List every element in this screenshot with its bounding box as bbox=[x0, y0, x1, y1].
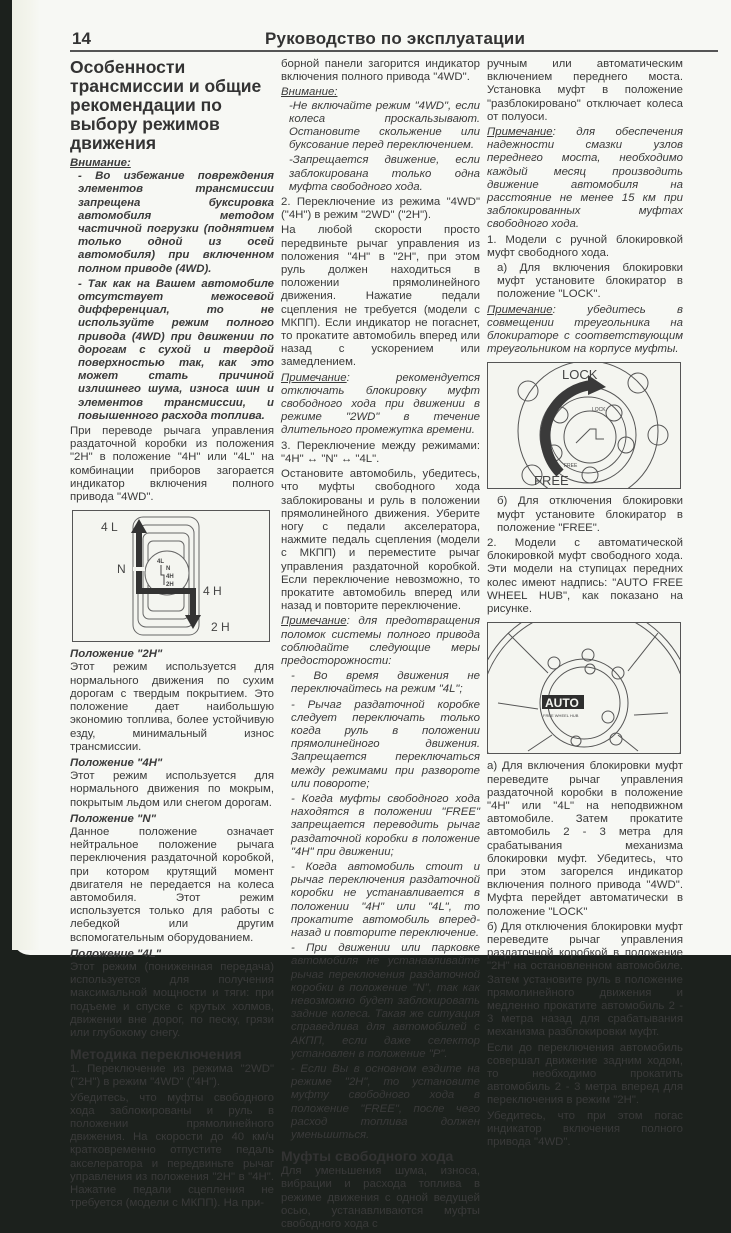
note-label: Примечание bbox=[487, 303, 553, 316]
knob-label-2h: 2H bbox=[166, 582, 174, 589]
section-text: Для уменьшения шума, износа, вибрации и расхода топлива в режиме движения с одной ведущей осью, устанавливаются муфты свободного хода с bbox=[281, 1165, 480, 1231]
warning-item: -Запрещается движение, если заблокирована только одна муфта свободного хода. bbox=[289, 154, 480, 193]
note-text: : рекомендуется отключать блокировку муфт свободного хода при движении в режиме "2WD" в течение длительного промежутка времени. bbox=[281, 371, 480, 437]
model-title: 2. Модели с автоматической блокировкой муфт свободного хода. Эти модели на ступицах передних колес имеют надпись: "AUTO FREE WHEEL HUB", как показано на рисунке. bbox=[487, 537, 683, 616]
position-title: Положение "4L" bbox=[70, 947, 162, 960]
knob-label-4l: 4L bbox=[157, 559, 165, 566]
note bbox=[281, 372, 480, 438]
position-title: Положение "2H" bbox=[70, 648, 163, 661]
column-1 bbox=[70, 58, 274, 1212]
instruction: Если до переключения автомобиль совершал движение задним ходом, то необходимо прокатить автомобиль 2 - 3 метра вперед для переключения в режим "2H". bbox=[487, 1041, 683, 1107]
note-label: Примечание bbox=[281, 615, 347, 628]
position-title: Положение "4H" bbox=[70, 756, 163, 769]
note bbox=[487, 304, 683, 357]
note bbox=[281, 615, 480, 668]
knob-label-n: N bbox=[166, 566, 171, 573]
instruction: б) Для отключения блокировки муфт установите блокиратор в положение "FREE". bbox=[497, 495, 683, 534]
auto-badge-label: AUTO bbox=[545, 696, 579, 711]
shift-label-4l: 4 L bbox=[101, 520, 118, 535]
warning-item: - Во избежание повреждения элементов трансмиссии запрещена буксировка автомобиля методом частичной погрузки (поднятием только одной из осей автомобиля) при включенном полном приводе (4WD). bbox=[78, 170, 274, 275]
figure-manual-hub bbox=[487, 362, 681, 489]
shift-label-4h: 4 H bbox=[203, 584, 222, 599]
page-header bbox=[70, 28, 718, 52]
figure-auto-hub bbox=[487, 622, 681, 754]
knob-label-4h: 4H bbox=[166, 574, 174, 581]
precaution-item: - Во время движения не переключайтесь на режим "4L"; bbox=[291, 670, 480, 696]
warning-label: Внимание: bbox=[70, 157, 131, 169]
precaution-item: - Рычаг раздаточной коробке следует переключать только когда руль в положении прямолинейного движения. Запрещается переключаться между режимами при развороте или повороте; bbox=[291, 698, 480, 790]
column-2 bbox=[281, 58, 480, 1233]
paragraph-intro: При переводе рычага управления раздаточной коробки из положения "2H" в положение "4H" или "4L" на комбинации приборов загорается индикатор включения полного привода "4WD". bbox=[70, 425, 274, 504]
column-3 bbox=[487, 58, 683, 1151]
instruction: б) Для отключения блокировки муфт переведите рычаг управления раздаточной коробкой в положение "2H" на остановленном автомобиле. Затем установите руль в положение прямолинейного движения и медленно прокатите автомобиль 2 - 3 метра назад для срабатывания механизма разблокировки муфт. bbox=[487, 920, 683, 1039]
position-text: Данное положение означает нейтральное положение рычага переключения раздаточной коробкой, при котором крутящий момент двигателя не передается на колеса автомобиля. Этот режим используется только для работы с лебедкой или другим вспомогательным оборудованием. bbox=[70, 825, 274, 944]
step-title: 1. Переключение из режима "2WD" ("2H") в режим "4WD" ("4H"). bbox=[70, 1063, 274, 1089]
header-title: Руководство по эксплуатации bbox=[265, 29, 526, 48]
auto-badge-sub: FREE WHEEL HUB bbox=[543, 713, 579, 719]
figure-shift-pattern bbox=[72, 510, 270, 642]
position-text: Этот режим (пониженная передача) используется для получения максимальной мощности и тяги: при подъеме и спуске с крутых холмов, движении вне дорог, по песку, грязи или глубокому снегу. bbox=[70, 960, 274, 1039]
precaution-item: - Когда муфты свободного хода находятся в положении "FREE" запрещается переводить рычаг раздаточной коробки в положение "4H" при движении; bbox=[291, 792, 480, 858]
instruction: Убедитесь, что при этом погас индикатор включения полного привода "4WD". bbox=[487, 1109, 683, 1148]
page-binding-edge bbox=[12, 0, 40, 950]
shift-label-2h: 2 H bbox=[211, 620, 230, 635]
step-text: Остановите автомобиль, убедитесь, что муфты свободного хода заблокированы и руль в положении прямолинейного движения. Уберите ногу с педали акселератора, нажмите педаль сцепления (модели с МКПП) и переместите рычаг управления раздаточной коробкой. Если переключение невозможно, то прокатите автомобиль вперед или назад и повторите переключение. bbox=[281, 468, 480, 613]
note-label: Примечание bbox=[281, 371, 347, 384]
instruction: а) Для включения блокировки муфт установите блокиратор в положение "LOCK". bbox=[497, 262, 683, 301]
note-label: Примечание bbox=[487, 126, 553, 139]
paragraph-continued: ручным или автоматическим включением переднего моста. Установка муфт в положение "разблокировано" отключает колеса от полуоси. bbox=[487, 58, 683, 123]
shift-label-n: N bbox=[117, 562, 126, 577]
note-text: : убедитесь в совмещении треугольника на блокираторе с соответствующим треугольником на корпусе муфты. bbox=[487, 303, 683, 356]
warning-label: Внимание: bbox=[281, 86, 338, 99]
step-title: 2. Переключение из режима "4WD" ("4H") в режим "2WD" ("2H"). bbox=[281, 196, 480, 222]
section-title-transmission: Особенности трансмиссии и общие рекомендации по выбору режимов движения bbox=[70, 57, 262, 153]
position-text: Этот режим используется для нормального движения по сухим дорогам с твердым покрытием. Это положение дает наибольшую экономию топлива, более устойчивую езду, минимальный износ трансмиссии. bbox=[70, 661, 274, 753]
precaution-item: - При движении или парковке автомобиля не устанавливайте рычаг переключения раздаточной коробки в положение "N", так как невозможно будет заблокировать задние колеса. Такая же ситуация справедлива для автомобилей с АКПП, если даже селектор установлен в положение "P". bbox=[291, 942, 480, 1060]
step-title: 3. Переключение между режимами: "4H" ↔ "N" ↔ "4L". bbox=[281, 439, 480, 465]
position-title: Положение "N" bbox=[70, 812, 156, 825]
section-title-shifting: Методика переключения bbox=[70, 1046, 242, 1063]
hub-small-free: FREE bbox=[564, 463, 578, 470]
precaution-item: - Когда автомобиль стоит и рычаг переключения раздаточной коробки не устанавливается в положении "4H" или "4L", то прокатите автомобиль вперед-назад и повторите переключение. bbox=[291, 860, 480, 939]
note-text: : для обеспечения надежности смазки узлов переднего моста, необходимо каждый месяц производить движение автомобиля на расстояние не менее 15 км при заблокированных муфтах свободного хода. bbox=[487, 126, 683, 231]
hub-small-lock: LOCK bbox=[592, 407, 606, 414]
warning-item: - Так как на Вашем автомобиле отсутствует межосевой дифференциал, то не используйте режим полного привода (4WD) при движении по дорогам с сухой и твердой поверхностью так, как это может стать причиной излишнего шума, износа шин и элементов трансмиссии, и повышенного расхода топлива. bbox=[78, 277, 274, 422]
note-text: : для предотвращения поломок системы полного привода соблюдайте следующие меры предосторожности: bbox=[281, 615, 480, 667]
warning-item: -Не включайте режим "4WD", если колеса проскальзывают. Остановите скольжение или буксование перед переключением. bbox=[289, 99, 480, 152]
hub-label-free: FREE bbox=[534, 473, 569, 489]
instruction: а) Для включения блокировки муфт переведите рычаг управления раздаточной коробки в положение "4H" или "4L" на неподвижном автомобиле. Затем прокатите автомобиль 2 - 3 метра для срабатывания механизма блокировки муфт. Убедитесь, что при этом загорелся индикатор включения полного привода "4WD". Муфта перейдет автоматически в положение "LOCK" bbox=[487, 760, 683, 918]
section-title-free-wheel-hubs: Муфты свободного хода bbox=[281, 1148, 454, 1165]
note bbox=[487, 126, 683, 232]
paragraph-continued: борной панели загорится индикатор включения полного привода "4WD". bbox=[281, 58, 480, 84]
step-text: Убедитесь, что муфты свободного хода заблокированы и руль в положении прямолинейного движения. На скорости до 40 км/ч кратковременно отпустите педаль акселератора и передвиньте рычаг управления из положения "2H" в "4H". Нажатие педали сцепления не требуется (модели с МКПП). На при- bbox=[70, 1091, 274, 1210]
step-text: На любой скорости просто передвиньте рычаг управления из положения "4H" в "2H", при этом руль должен находиться в положении прямолинейного движения. Нажатие педали сцепления не требуется (модели с МКПП). Если индикатор не погаснет, то прокатите автомобиль вперед или назад с ускорением или замедлением. bbox=[281, 224, 480, 369]
hub-label-lock: LOCK bbox=[562, 367, 598, 383]
model-title: 1. Модели с ручной блокировкой муфт свободного хода. bbox=[487, 233, 683, 259]
precaution-item: - Если Вы в основном ездите на режиме "2H", то установите муфту свободного хода в положение "FREE", после чего расход топлива должен уменьшиться. bbox=[291, 1063, 480, 1142]
page-number: 14 bbox=[72, 29, 91, 48]
position-text: Этот режим используется для нормального движения по мокрым, покрытым льдом или снегом дорогам. bbox=[70, 770, 274, 809]
